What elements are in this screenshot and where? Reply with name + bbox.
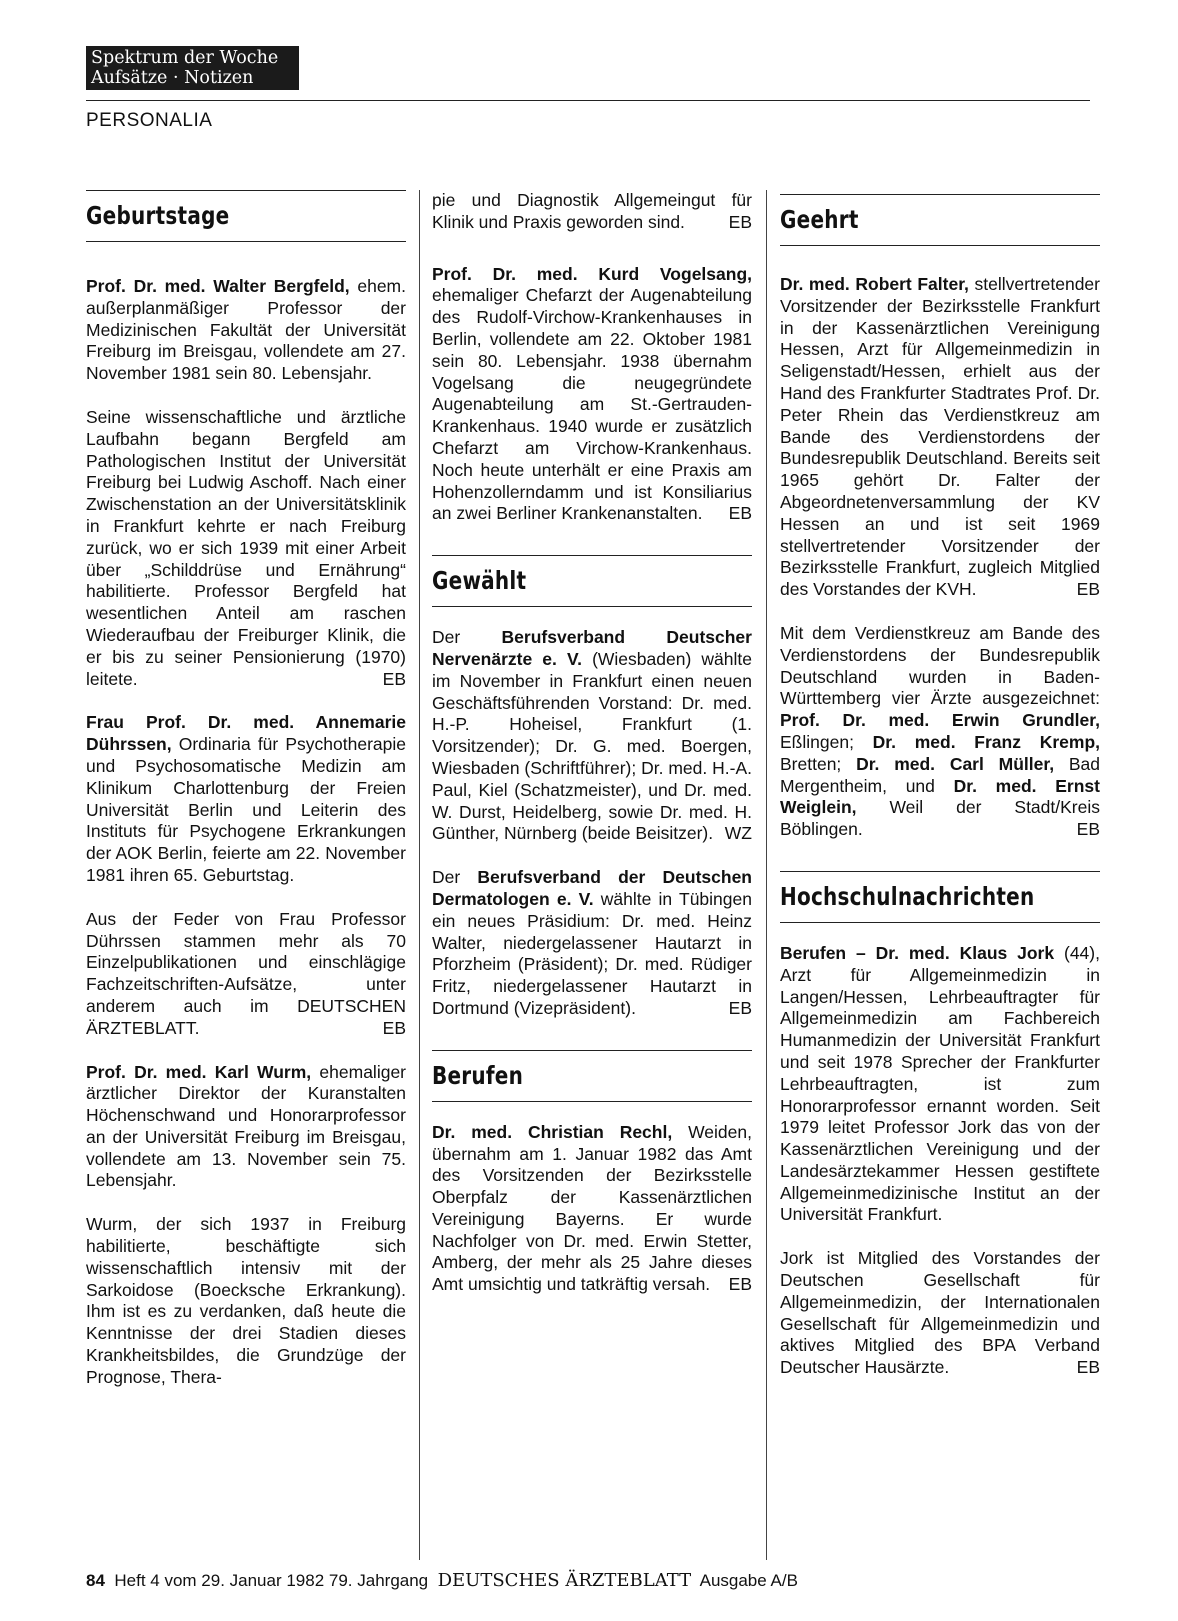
edition-info: Ausgabe A/B	[699, 1571, 798, 1590]
person-name: Dr. med. Christian Rechl,	[432, 1121, 673, 1142]
article-jork	[780, 943, 1100, 1226]
article-text: Der	[432, 867, 461, 888]
article-text: Aus der Feder von Frau Professor Dührssen stammen mehr als 70 Einzelpublikationen und einschlägige Fachzeitschriften-Aufsätze, unter anderem auch im DEUTSCHEN ÄRZTEBLATT.	[86, 908, 406, 1038]
article-text: (Wiesbaden) wählte im November in Frankfurt einen neuen Geschäftsführenden Vorstand: Dr. med. H.-P. Hoheisel, Frankfurt (1. Vorsitzender); Dr. G. med. Boergen, Wiesbaden (Schriftführer); Dr. med. H.-A. Paul, Kiel (Schatzmeister), und Dr. med. W. Durst, Heidelberg, sowie Dr. med. H. Günther, Nürnberg (beide Beisitzer).	[432, 648, 752, 844]
heading-geehrt	[780, 194, 1100, 246]
heading-text: Geburtstage	[86, 201, 230, 230]
article-text: Ordinaria für Psychotherapie und Psychosomatische Medizin am Klinikum Charlottenburg der Freien Universität Berlin und Leiterin des Instituts für Psychogene Erkrankungen der AOK Berlin, feierte am 22. November 1981 ihren 65. Geburtstag.	[86, 734, 406, 885]
article-text: Eßlingen;	[780, 731, 854, 752]
author-initials: WZ	[724, 823, 752, 844]
article-text: stellvertretender Vorsitzender der Bezirksstelle Frankfurt in der Kassenärztlichen Vereinigung Hessen, Arzt für Allgemeinmedizin in Seligenstadt/Hessen, erhielt aus der Hand des Frankfurter Stadtrates Prof. Dr. Peter Rhein das Verdienstkreuz am Bande des Verdienstordens der Bundesrepublik Deutschland. Bereits seit 1965 gehört Dr. Falter der Abgeordnetenversammlung der KV Hessen an und ist seit 1969 stellvertretender Vorsitzender der Bezirksstelle Frankfurt, zugleich Mitglied des Vorstandes der KVH.	[780, 274, 1100, 600]
article-text: Weiden, übernahm am 1. Januar 1982 das Amt des Vorsitzenden der Bezirksstelle Oberpfalz der Kassenärztlichen Vereinigung Bayerns. Er wurde Nachfolger von Dr. med. Erwin Stetter, Amberg, der mehr als 25 Jahre dieses Amt umsichtig und tatkräftig versah.	[432, 1121, 752, 1295]
article-text: Jork ist Mitglied des Vorstandes der Deutschen Gesellschaft für Allgemeinmedizin, der Internationalen Gesellschaft für Allgemeinmedizin und aktives Mitglied des BPA Verband Deutscher Hausärzte.	[780, 1248, 1100, 1378]
issue-info: Heft 4 vom 29. Januar 1982 79. Jahrgang	[114, 1571, 429, 1590]
article-jork-cont	[780, 1248, 1100, 1379]
column-1	[86, 190, 406, 1389]
person-name: Prof. Dr. med. Erwin Grundler,	[780, 710, 1100, 731]
author-initials: EB	[1076, 1357, 1100, 1378]
author-initials: EB	[1076, 579, 1100, 600]
heading-gewaehlt	[432, 555, 752, 607]
article-text: Der	[432, 627, 461, 648]
person-name: Prof. Dr. med. Kurd Vogelsang,	[432, 263, 752, 284]
heading-text: Berufen	[432, 1060, 524, 1090]
heading-text: Hochschulnachrichten	[780, 881, 1035, 911]
article-vogelsang	[432, 264, 752, 526]
column-divider-2	[766, 190, 767, 1560]
article-wurm	[86, 1062, 406, 1193]
column-divider-1	[419, 190, 420, 1560]
magazine-name: DEUTSCHES ÄRZTEBLATT	[437, 1570, 692, 1591]
top-rule	[86, 100, 1090, 101]
article-text: Bretten;	[780, 753, 842, 774]
author-initials: EB	[1076, 819, 1100, 840]
heading-text: Geehrt	[780, 205, 859, 234]
article-duehrssen	[86, 712, 406, 886]
article-text: ehemaliger Chefarzt der Augenabteilung des Rudolf-Virchow-Krankenhauses in Berlin, vollendete am 22. Oktober 1981 sein 80. Lebensjahr. 1938 übernahm Vogelsang die neugegründete Augenabteilung am St.-Gertrauden-Krankenhaus. 1940 wurde er zusätzlich Chefarzt am Virchow-Krankenhaus. Noch heute unterhält er eine Praxis am Hohenzollerndamm und ist Konsiliarius an zwei Berliner Krankenanstalten.	[432, 285, 752, 524]
person-name: Prof. Dr. med. Walter Bergfeld,	[86, 276, 350, 296]
column-3	[780, 190, 1100, 1379]
author-initials: EB	[728, 1274, 752, 1295]
article-bergfeld-cont	[86, 407, 406, 690]
article-duehrssen-cont	[86, 909, 406, 1040]
person-name: Dr. med. Franz Kremp,	[872, 731, 1100, 752]
article-dermatologen	[432, 867, 752, 1020]
author-initials: EB	[728, 503, 752, 524]
article-text: Mit dem Verdienstkreuz am Bande des Verdienstordens der Bundesrepublik Deutschland wurden in Baden-Württemberg vier Ärzte ausgezeichnet:	[780, 622, 1100, 709]
article-text: pie und Diagnostik Allgemeingut für Klinik und Praxis geworden sind.	[432, 190, 752, 232]
section-kicker	[86, 46, 299, 90]
article-text: Bad Mergentheim, und	[780, 753, 1100, 796]
organization-name: Berufsverband Deutscher Nervenärzte e. V.	[432, 627, 752, 669]
person-name: Frau Prof. Dr. med. Annemarie Dührssen,	[86, 712, 406, 755]
section-label: PERSONALIA	[86, 110, 213, 131]
article-nervenaerzte	[432, 627, 752, 845]
heading-hochschulnachrichten	[780, 871, 1100, 923]
organization-name: Berufsverband der Deutschen Dermatologen e. V.	[432, 867, 752, 909]
article-text: Weil der Stadt/Kreis Böblingen.	[780, 797, 1100, 840]
article-text: Wurm, der sich 1937 in Freiburg habilitierte, beschäftigte sich wissenschaftlich intensiv mit der Sarkoidose (Boecksche Erkrankung). Ihm ist es zu verdanken, daß heute die Kenntnisse der drei Stadien dieses Krankheitsbildes, die Grundzüge der Prognose, Thera-	[86, 1214, 406, 1387]
page-number: 84	[86, 1571, 105, 1590]
article-text: Seine wissenschaftliche und ärztliche Laufbahn begann Bergfeld am Pathologischen Institut der Universität Freiburg bei Ludwig Aschoff. Nach einer Zwischenstation an der Universitätsklinik in Frankfurt kehrte er nach Freiburg zurück, wo er sich 1939 mit einer Arbeit über „Schilddrüse und Ernährung“ habilitierte. Professor Bergfeld hat wesentlichen Anteil am raschen Wiederaufbau der Freiburger Klinik, die er bis zu seiner Pensionierung (1970) leitete.	[86, 406, 406, 689]
page-footer	[86, 1570, 798, 1591]
article-text: (44), Arzt für Allgemeinmedizin in Langen/Hessen, Lehrbeauftragter für Allgemeinmedizin am Fachbereich Humanmedizin der Universität Frankfurt und seit 1978 Sprecher der Frankfurter Lehrbeauftragten, ist zum Honorarprofessor ernannt worden. Seit 1979 leitet Professor Jork das von der Kassenärztlichen Vereinigung und der Landesärztekammer Hessen gestiftete Allgemeinmedizinische Institut an der Universität Frankfurt.	[780, 942, 1100, 1225]
article-verdienstkreuz	[780, 623, 1100, 841]
person-name: Dr. med. Ernst Weiglein,	[780, 775, 1100, 818]
article-bergfeld	[86, 276, 406, 385]
kicker-line-2: Aufsätze · Notizen	[91, 68, 254, 88]
person-name: Dr. med. Robert Falter,	[780, 274, 969, 294]
author-initials: EB	[728, 997, 752, 1018]
column-2	[432, 190, 752, 1296]
article-falter	[780, 274, 1100, 601]
author-initials: EB	[382, 668, 406, 689]
heading-geburtstage	[86, 190, 406, 242]
article-wurm-end	[432, 190, 752, 234]
person-name: Dr. med. Carl Müller,	[856, 753, 1055, 774]
person-name: Berufen – Dr. med. Klaus Jork	[780, 942, 1055, 963]
article-text: wählte in Tübingen ein neues Präsidium: Dr. med. Heinz Walter, niedergelassener Hautarzt in Pforzheim (Präsident); Dr. med. Rüdiger Fritz, niedergelassener Hautarzt in Dortmund (Vizepräsident).	[432, 888, 752, 1018]
article-rechl	[432, 1122, 752, 1296]
author-initials: EB	[728, 211, 752, 232]
article-wurm-cont	[86, 1214, 406, 1388]
heading-berufen	[432, 1050, 752, 1102]
heading-text: Gewählt	[432, 566, 527, 596]
person-name: Prof. Dr. med. Karl Wurm,	[86, 1061, 312, 1082]
article-text: ehem. außerplanmäßiger Professor der Medizinischen Fakultät der Universität Freiburg im Breisgau, vollendete am 27. November 1981 sein 80. Lebensjahr.	[86, 276, 406, 384]
article-text: ehemaliger ärztlicher Direktor der Kuranstalten Höchenschwand und Honorarprofessor an der Universität Freiburg im Breisgau, vollendete am 13. November sein 75. Lebensjahr.	[86, 1061, 406, 1191]
kicker-line-1: Spektrum der Woche	[91, 48, 279, 68]
author-initials: EB	[382, 1017, 406, 1038]
